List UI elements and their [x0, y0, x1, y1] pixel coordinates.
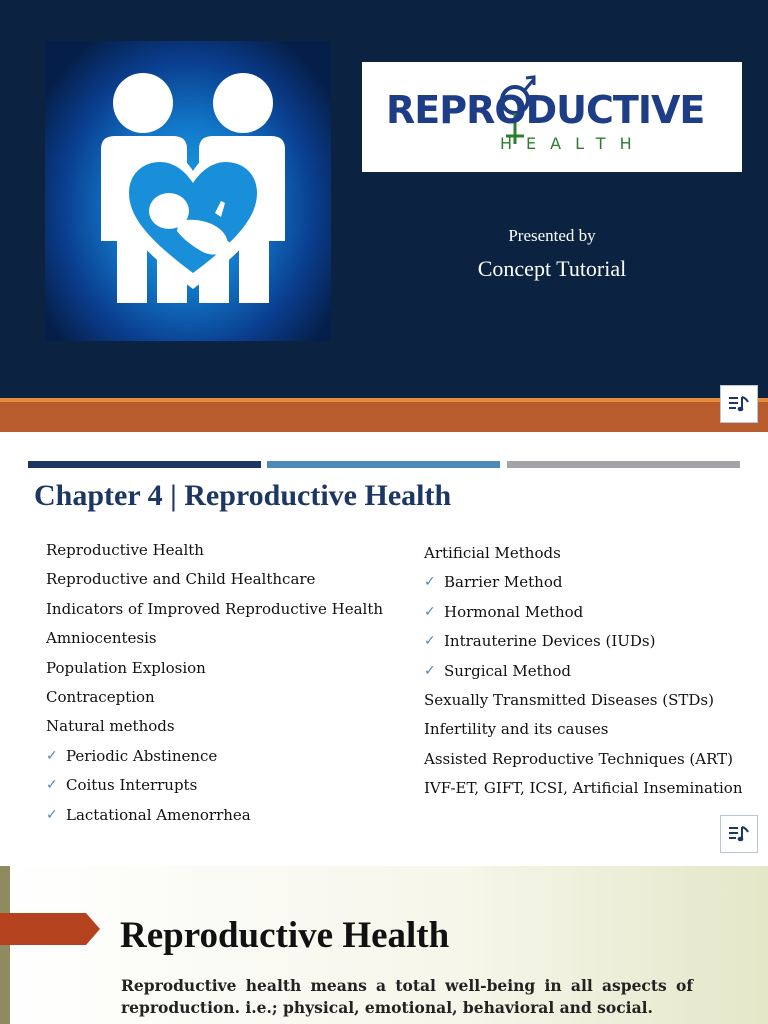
topic-item: Contraception [46, 687, 155, 706]
audio-button[interactable] [720, 385, 758, 423]
topic-item: IVF-ET, GIFT, ICSI, Artificial Insemination [424, 779, 743, 798]
presenter-name: Concept Tutorial [477, 256, 627, 281]
decorative-bar [507, 461, 740, 468]
topic-subitem: ✓ Surgical Method [424, 657, 764, 686]
family-pregnancy-icon [45, 41, 331, 341]
section-slide [0, 866, 768, 1024]
topic-list-right [424, 539, 764, 804]
title-slide [0, 0, 768, 432]
footer-band [0, 398, 768, 432]
audio-button[interactable] [720, 815, 758, 853]
section-title: Reproductive Health [120, 915, 450, 956]
decorative-bar [267, 461, 500, 468]
topic-item: Amniocentesis [46, 629, 157, 648]
topic-item: Natural methods [46, 717, 175, 736]
topic-subitem: ✓ Coitus Interrupts [46, 771, 406, 800]
contents-slide [0, 432, 768, 866]
title-main-text: REPRODUCTIVE [386, 88, 705, 132]
topic-item: Indicators of Improved Reproductive Health [46, 599, 384, 618]
decorative-strip [0, 866, 10, 1024]
title-sub-text: HEALTH [500, 134, 646, 153]
section-body-text: Reproductive health means a total well-being in all aspects of reproduction. i.e.; physical, emotional, behavioral and social. [121, 976, 693, 1017]
topic-subitem: ✓ Barrier Method [424, 568, 764, 597]
topic-subitem: ✓ Intrauterine Devices (IUDs) [424, 627, 764, 656]
topic-list-left [46, 536, 406, 830]
decorative-bar [28, 461, 261, 468]
topic-subitem: ✓ Hormonal Method [424, 598, 764, 627]
audio-playlist-icon [728, 824, 750, 844]
topic-item: Reproductive and Child Healthcare [46, 570, 316, 589]
audio-playlist-icon [728, 394, 750, 414]
topic-item: Population Explosion [46, 658, 206, 677]
arrow-accent-icon [0, 913, 100, 945]
topic-item: Infertility and its causes [424, 720, 609, 739]
topic-item: Artificial Methods [424, 544, 561, 562]
presented-by-label: Presented by [508, 226, 596, 245]
topic-item: Sexually Transmitted Diseases (STDs) [424, 690, 714, 709]
chapter-title: Chapter 4 | Reproductive Health [34, 479, 452, 512]
topic-subitem: ✓ Lactational Amenorrhea [46, 801, 406, 830]
presentation-title-logo [362, 62, 742, 172]
topic-item: Reproductive Health [46, 541, 204, 559]
topic-item: Assisted Reproductive Techniques (ART) [424, 749, 733, 768]
topic-subitem: ✓ Periodic Abstinence [46, 742, 406, 771]
